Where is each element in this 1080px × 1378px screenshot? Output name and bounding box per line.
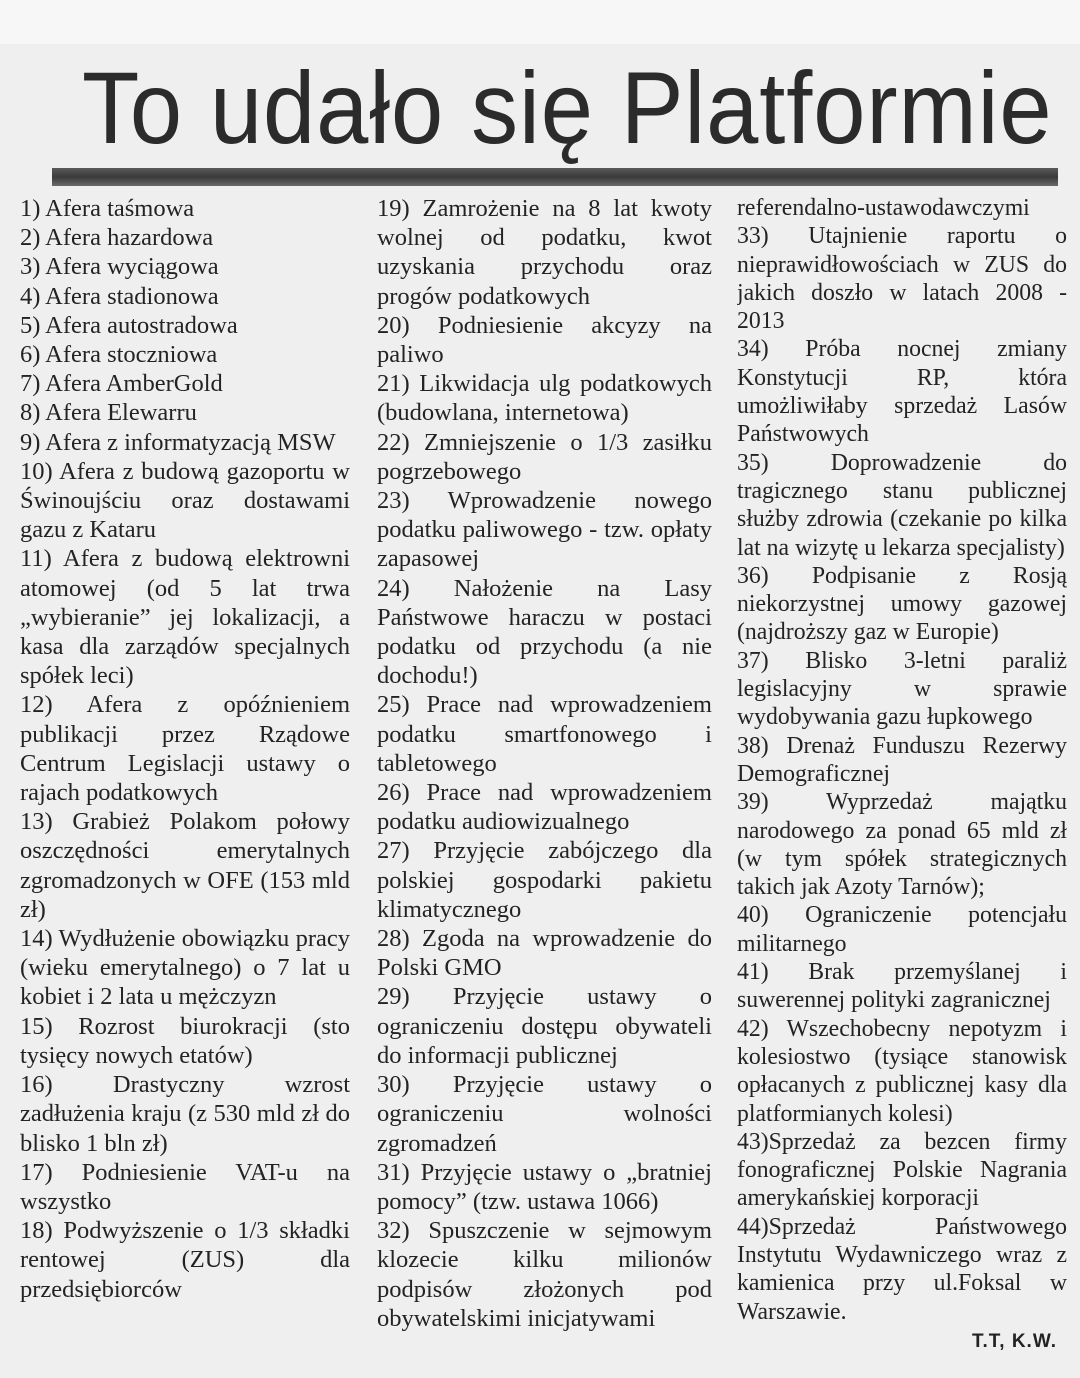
column-2	[377, 194, 712, 1364]
list-item: 24) Nałożenie na Lasy Państwowe haraczu w postaci podatku od przychodu (a nie dochodu!)	[377, 574, 712, 690]
list-item: 20) Podniesienie akcyzy na paliwo	[377, 311, 712, 369]
list-item: 44)Sprzedaż Państwowego Instytutu Wydawniczego wraz z kamienica przy ul.Foksal w Warszawie.	[737, 1213, 1067, 1325]
list-item: 21) Likwidacja ulg podatkowych (budowlana, internetowa)	[377, 370, 712, 427]
author-signature: T.T, K.W.	[972, 1330, 1057, 1352]
list-item: 41) Brak przemyślanej i suwerennej polityki zagranicznej	[737, 959, 1067, 1014]
list-item: 42) Wszechobecny nepotyzm i kolesiostwo (tysiące stanowisk opłacanych z publicznej kasy dla platformianych kolesi)	[737, 1015, 1067, 1127]
list-item: 33) Utajnienie raportu o nieprawidłowościach w ZUS do jakich doszło w latach 2008 - 2013	[737, 223, 1067, 335]
list-item: 17) Podniesienie VAT-u na wszystko	[20, 1158, 350, 1215]
list-item: 43)Sprzedaż za bezcen firmy fonograficznej Polskie Nagrania amerykańskiej korporacji	[737, 1128, 1067, 1212]
list-item: 12) Afera z opóźnieniem publikacji przez Rządowe Centrum Legislacji ustawy o rajach podatkowych	[20, 691, 350, 807]
list-item: 9) Afera z informatyzacją MSW	[20, 428, 336, 456]
list-item: 38) Drenaż Funduszu Rezerwy Demograficznej	[737, 732, 1067, 787]
list-item: 4) Afera stadionowa	[20, 282, 219, 310]
headline: To udało się Platformie	[82, 51, 1053, 165]
list-item: 25) Prace nad wprowadzeniem podatku smartfonowego i tabletowego	[377, 691, 712, 777]
column-3	[737, 194, 1067, 1364]
list-item: 15) Rozrost biurokracji (sto tysięcy nowych etatów)	[20, 1012, 350, 1069]
list-item: 37) Blisko 3-letni paraliż legislacyjny w sprawie wydobywania gazu łupkowego	[737, 647, 1067, 731]
list-item: 7) Afera AmberGold	[20, 370, 223, 398]
list-item: 29) Przyjęcie ustawy o ograniczeniu dostępu obywateli do informacji publicznej	[377, 983, 712, 1069]
list-item: referendalno-ustawodawczymi	[737, 195, 1030, 221]
list-item: 6) Afera stoczniowa	[20, 341, 218, 369]
list-item: 5) Afera autostradowa	[20, 311, 238, 339]
list-item: 40) Ograniczenie potencjału militarnego	[737, 902, 1067, 957]
list-item: 18) Podwyższenie o 1/3 składki rentowej (ZUS) dla przedsiębiorców	[20, 1217, 350, 1303]
list-item: 36) Podpisanie z Rosją niekorzystnej umowy gazowej (najdroższy gaz w Europie)	[737, 562, 1067, 646]
list-item: 26) Prace nad wprowadzeniem podatku audiowizualnego	[377, 779, 712, 836]
top-band	[0, 0, 1080, 44]
list-item: 27) Przyjęcie zabójczego dla polskiej gospodarki pakietu klimatycznego	[377, 837, 712, 923]
list-item: 31) Przyjęcie ustawy o „bratniej pomocy” (tzw. ustawa 1066)	[377, 1158, 712, 1215]
list-item: 32) Spuszczenie w sejmowym klozecie kilku milionów podpisów złożonych pod obywatelskimi inicjatywami	[377, 1217, 712, 1332]
list-item: 10) Afera z budową gazoportu w Świnoujściu oraz dostawami gazu z Kataru	[20, 457, 350, 544]
list-item: 34) Próba nocnej zmiany Konstytucji RP, która umożliwiłaby sprzedaż Lasów Państwowych	[737, 336, 1067, 448]
list-item: 28) Zgoda na wprowadzenie do Polski GMO	[377, 925, 712, 982]
list-item: 14) Wydłużenie obowiązku pracy (wieku emerytalnego) o 7 lat u kobiet i 2 lata u mężczyzn	[20, 925, 350, 1011]
list-item: 2) Afera hazardowa	[20, 224, 214, 252]
list-item: 8) Afera Elewarru	[20, 399, 197, 427]
list-item: 35) Doprowadzenie do tragicznego stanu publicznej służby zdrowia (czekanie po kilka lat na wizytę u lekarza specjalisty)	[737, 449, 1067, 561]
list-item: 39) Wyprzedaż majątku narodowego za ponad 65 mld zł (w tym spółek strategicznych takich jak Azoty Tarnów);	[737, 789, 1067, 901]
list-item: 11) Afera z budową elektrowni atomowej (od 5 lat trwa „wybieranie” jej lokalizacji, a kasa dla zarządów specjalnych spółek leci)	[20, 545, 350, 690]
column-1	[20, 194, 350, 1364]
list-item: 19) Zamrożenie na 8 lat kwoty wolnej od podatku, kwot uzyskania przychodu oraz progów podatkowych	[377, 195, 712, 310]
headline-rule	[52, 168, 1058, 186]
list-item: 30) Przyjęcie ustawy o ograniczeniu wolności zgromadzeń	[377, 1071, 712, 1157]
list-item: 22) Zmniejszenie o 1/3 zasiłku pogrzebowego	[377, 428, 712, 485]
list-item: 23) Wprowadzenie nowego podatku paliwowego - tzw. opłaty zapasowej	[377, 487, 712, 573]
list-item: 1) Afera taśmowa	[20, 195, 195, 222]
list-item: 3) Afera wyciągowa	[20, 253, 219, 281]
list-item: 13) Grabież Polakom połowy oszczędności emerytalnych zgromadzonych w OFE (153 mld zł)	[20, 808, 350, 923]
list-item: 16) Drastyczny wzrost zadłużenia kraju (z 530 mld zł do blisko 1 bln zł)	[20, 1071, 350, 1157]
